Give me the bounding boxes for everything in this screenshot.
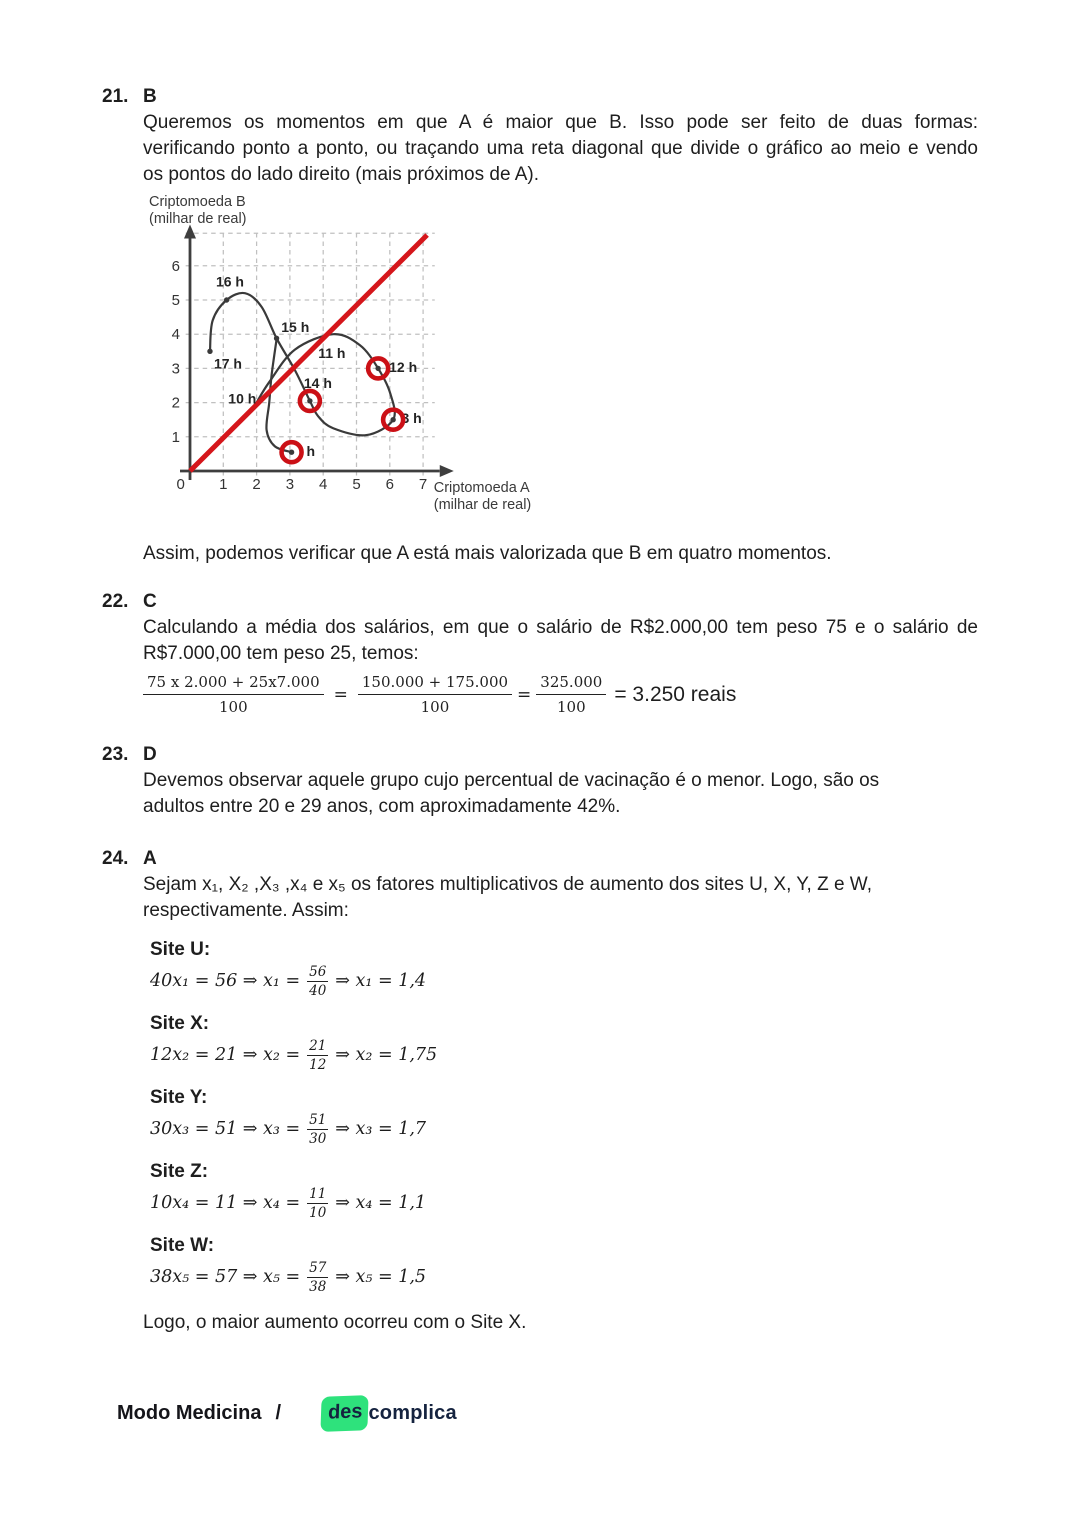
paragraph-line: R$7.000,00 tem peso 25, temos: (143, 643, 419, 664)
y-tick-label: 2 (171, 394, 180, 412)
page-footer (117, 1396, 457, 1431)
fraction (307, 1112, 328, 1147)
site-equation (150, 1258, 978, 1296)
time-label: 12 h (389, 358, 418, 375)
data-point-dot (307, 398, 312, 403)
fraction-denominator: 30 (309, 1130, 327, 1147)
fraction-numerator: 325.000 (536, 673, 606, 695)
site-block-w (150, 1234, 978, 1296)
x-tick-label: 2 (252, 476, 261, 493)
fraction (307, 1186, 328, 1221)
site-label: Site X: (150, 1013, 210, 1034)
footer-slash: / (275, 1402, 282, 1424)
equation-left: 10x₄ = 11 ⇒ x₄ = (150, 1193, 301, 1213)
fraction-denominator: 100 (218, 698, 248, 716)
paragraph-line: Sejam x₁, X₂ ,X₃ ,x₄ e x₅ os fatores multiplicativos de aumento dos sites U, X, Y, Z e W, (143, 874, 872, 895)
fraction-denominator: 12 (309, 1056, 327, 1073)
fraction-denominator: 38 (309, 1278, 327, 1295)
time-label: 3 h (401, 410, 422, 427)
equals-sign: = (517, 684, 532, 705)
fraction-numerator: 56 (309, 963, 327, 980)
footer-brand: Modo Medicina (117, 1402, 262, 1424)
question-number: 23. (102, 744, 129, 765)
site-block-y (150, 1086, 978, 1148)
question-23 (102, 742, 978, 820)
site-label: Site W: (150, 1235, 215, 1256)
equation-left: 38x₅ = 57 ⇒ x₅ = (150, 1267, 301, 1287)
site-block-x (150, 1012, 978, 1074)
x-axis-title: Criptomoeda A (433, 480, 530, 496)
question-21 (102, 84, 978, 567)
question-number: 21. (102, 86, 129, 107)
site-label: Site Y: (150, 1087, 208, 1108)
site-equation (150, 962, 978, 1000)
y-tick-label: 1 (171, 428, 180, 446)
answer-letter: B (143, 86, 157, 107)
fraction-numerator: 57 (309, 1259, 327, 1276)
fraction-denominator: 40 (309, 982, 327, 999)
y-tick-label: 4 (171, 326, 180, 344)
paragraph-line: Queremos os momentos em que A é maior que B. Isso pode ser feito de duas formas: (143, 112, 978, 133)
time-label: 14 h (303, 375, 332, 392)
time-label: 17 h (213, 355, 242, 372)
answer-letter: C (143, 591, 157, 612)
time-label: 11 h (318, 345, 346, 362)
conclusion-line: Logo, o maior aumento ocorreu com o Site X. (143, 1312, 527, 1333)
x-tick-label: 7 (418, 476, 428, 493)
fraction (307, 1038, 328, 1073)
x-tick-label: 6 (385, 476, 394, 493)
y-axis-title: Criptomoeda B (149, 194, 246, 210)
fraction-numerator: 21 (309, 1037, 327, 1054)
conclusion-line: Assim, podemos verificar que A está mais valorizada que B em quatro momentos. (143, 543, 832, 564)
crypto-chart (147, 192, 597, 524)
equation-right: ⇒ x₄ = 1,1 (335, 1193, 427, 1213)
data-point-dot (207, 349, 212, 354)
x-tick-label: 0 (176, 476, 185, 493)
question-number: 24. (102, 848, 129, 869)
fraction-numerator: 150.000 + 175.000 (358, 673, 512, 695)
formula-result: = 3.250 reais (614, 682, 737, 706)
equation-right: ⇒ x₂ = 1,75 (335, 1045, 438, 1065)
site-equation (150, 1184, 978, 1222)
fraction (143, 673, 324, 716)
logo-wordmark: complica (368, 1402, 457, 1424)
site-block-u (150, 938, 978, 1000)
time-label: h (306, 442, 316, 459)
answer-letter: D (143, 744, 157, 765)
site-equation (150, 1110, 978, 1148)
paragraph-line: Devemos observar aquele grupo cujo percentual de vacinação é o menor. Logo, são os (143, 770, 880, 791)
x-axis-title: (milhar de real) (433, 497, 532, 513)
paragraph-line: Calculando a média dos salários, em que o salário de R$2.000,00 tem peso 75 e o salário de (143, 617, 978, 638)
fraction-numerator: 51 (309, 1111, 327, 1128)
fraction-denominator: 100 (420, 698, 450, 716)
q22-formula (143, 673, 978, 716)
paragraph-line: os pontos do lado direito (mais próximos de A). (143, 164, 540, 185)
time-label: 16 h (215, 273, 244, 290)
logo-des-badge: des (320, 1395, 369, 1432)
paragraph-line: adultos entre 20 e 29 anos, com aproximadamente 42%. (143, 796, 621, 817)
paragraph-line: verificando ponto a ponto, ou traçando uma reta diagonal que divide o gráfico ao meio e vendo (143, 138, 978, 159)
fraction-denominator: 100 (556, 698, 586, 716)
y-tick-label: 6 (171, 257, 180, 275)
fraction (536, 673, 606, 716)
diagonal-line (190, 235, 427, 471)
question-24 (102, 846, 978, 1336)
data-point-dot (274, 336, 279, 341)
fraction (358, 673, 512, 716)
data-point-dot (224, 297, 229, 302)
site-block-z (150, 1160, 978, 1222)
equation-right: ⇒ x₃ = 1,7 (335, 1119, 427, 1139)
fraction-numerator: 11 (309, 1185, 327, 1202)
data-point-dot (289, 449, 294, 454)
fraction (307, 1260, 328, 1295)
fraction (307, 964, 328, 999)
time-label: 15 h (281, 319, 310, 336)
x-tick-label: 1 (219, 476, 228, 493)
equation-right: ⇒ x₁ = 1,4 (335, 971, 427, 991)
y-tick-label: 3 (171, 360, 180, 378)
descomplica-logo (321, 1396, 457, 1431)
crypto-chart-figure (147, 192, 978, 529)
x-tick-label: 4 (319, 476, 328, 493)
equation-right: ⇒ x₅ = 1,5 (335, 1267, 427, 1287)
site-label: Site U: (150, 939, 211, 960)
question-22 (102, 589, 978, 716)
equation-left: 40x₁ = 56 ⇒ x₁ = (150, 971, 301, 991)
equation-left: 12x₂ = 21 ⇒ x₂ = (150, 1045, 301, 1065)
x-tick-label: 3 (285, 476, 295, 493)
site-equation (150, 1036, 978, 1074)
data-point-dot (375, 366, 380, 371)
sites-list (143, 938, 978, 1296)
paragraph-line: respectivamente. Assim: (143, 900, 349, 921)
x-tick-label: 5 (352, 476, 361, 493)
equals-sign: = (333, 684, 348, 705)
data-point-dot (390, 417, 395, 422)
answer-letter: A (143, 848, 157, 869)
fraction-numerator: 75 x 2.000 + 25x7.000 (143, 673, 324, 695)
question-number: 22. (102, 591, 129, 612)
equation-left: 30x₃ = 51 ⇒ x₃ = (150, 1119, 301, 1139)
site-label: Site Z: (150, 1161, 209, 1182)
fraction-denominator: 10 (309, 1204, 327, 1221)
time-label: 10 h (228, 390, 257, 407)
y-tick-label: 5 (171, 292, 180, 309)
y-axis-title: (milhar de real) (149, 211, 247, 227)
